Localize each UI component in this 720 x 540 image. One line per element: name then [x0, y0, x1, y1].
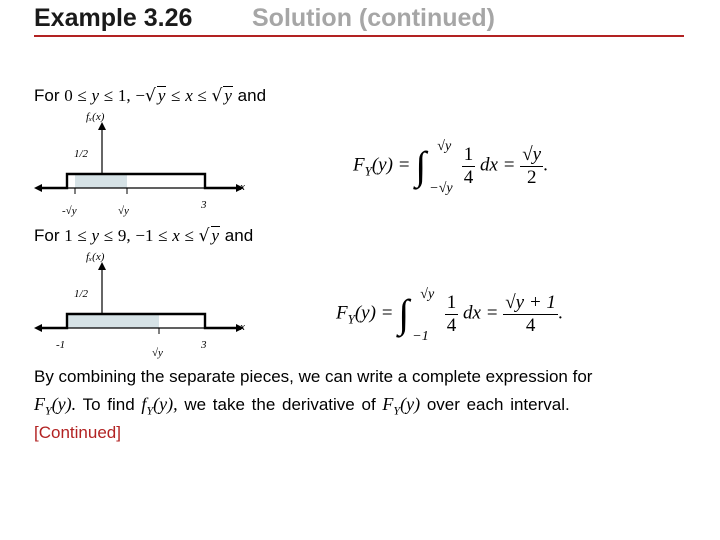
case2-x-axis-label: x: [240, 321, 245, 333]
case2-integrand: $\frac{1}{4}$: [446, 292, 457, 336]
case1-condition: For 0 ≤ y ≤ 1, −√ y ≤ x ≤ √ y and: [34, 86, 267, 106]
case1-for: For: [34, 86, 60, 105]
case2-result: $\frac{√y + 1}{4}$: [505, 292, 556, 336]
case1-pdf-plot: [30, 108, 260, 220]
case2-pdf-plot: [30, 248, 260, 360]
body-paragraph-line2: $F_Y(y)$. To find $f_Y(y)$, we take the derivative of $F_Y(y)$ over each interval.: [34, 394, 570, 418]
case2-left-tick: -1: [56, 339, 66, 351]
case1-x-axis-label: x: [240, 181, 245, 193]
case2-ytick-label: 1/2: [74, 288, 89, 300]
slide-header: [34, 4, 684, 36]
case2-shaded-region: [67, 314, 159, 328]
title-underline: [34, 35, 684, 37]
slide-subtitle: Solution (continued): [252, 4, 496, 32]
case1-result: $\frac{√y}{2}$: [522, 144, 542, 188]
case2-condition: For 1 ≤ y ≤ 9, −1 ≤ x ≤ √ y and: [34, 226, 254, 246]
case2-fx-label: fₓ(x): [86, 251, 105, 263]
case1-fx-label: fₓ(x): [86, 111, 105, 123]
continued-label: [Continued]: [34, 423, 121, 442]
body-paragraph-line1: By combining the separate pieces, we can write a complete expression for: [34, 367, 593, 386]
case1-left-tick: -√y: [62, 205, 77, 217]
case1-ytick-label: 1/2: [74, 148, 89, 160]
case2-integral-sign: ∫ √y −1: [398, 287, 435, 345]
slide-title: Example 3.26: [34, 4, 193, 32]
case2-right-tick: 3: [201, 339, 207, 351]
case1-right-tick: 3: [201, 199, 207, 211]
case2-mid-tick: √y: [152, 347, 163, 359]
case2-cdf-equation: $F_Y(y)$ = ∫ √y −1 $\frac{1}{4}$ dx = $\frac{√y + 1}{4}$ .: [336, 287, 563, 345]
case1-integral-sign: ∫ √y −√y: [415, 139, 453, 197]
case1-mid-tick: √y: [118, 205, 129, 217]
case1-density-curve: [38, 174, 240, 188]
case1-cdf-equation: $F_Y(y)$ = ∫ √y −√y $\frac{1}{4}$ dx = $\frac{√y}{2}$ .: [353, 139, 548, 197]
case1-integrand: $\frac{1}{4}$: [463, 144, 474, 188]
case1-shaded-region: [75, 174, 127, 188]
